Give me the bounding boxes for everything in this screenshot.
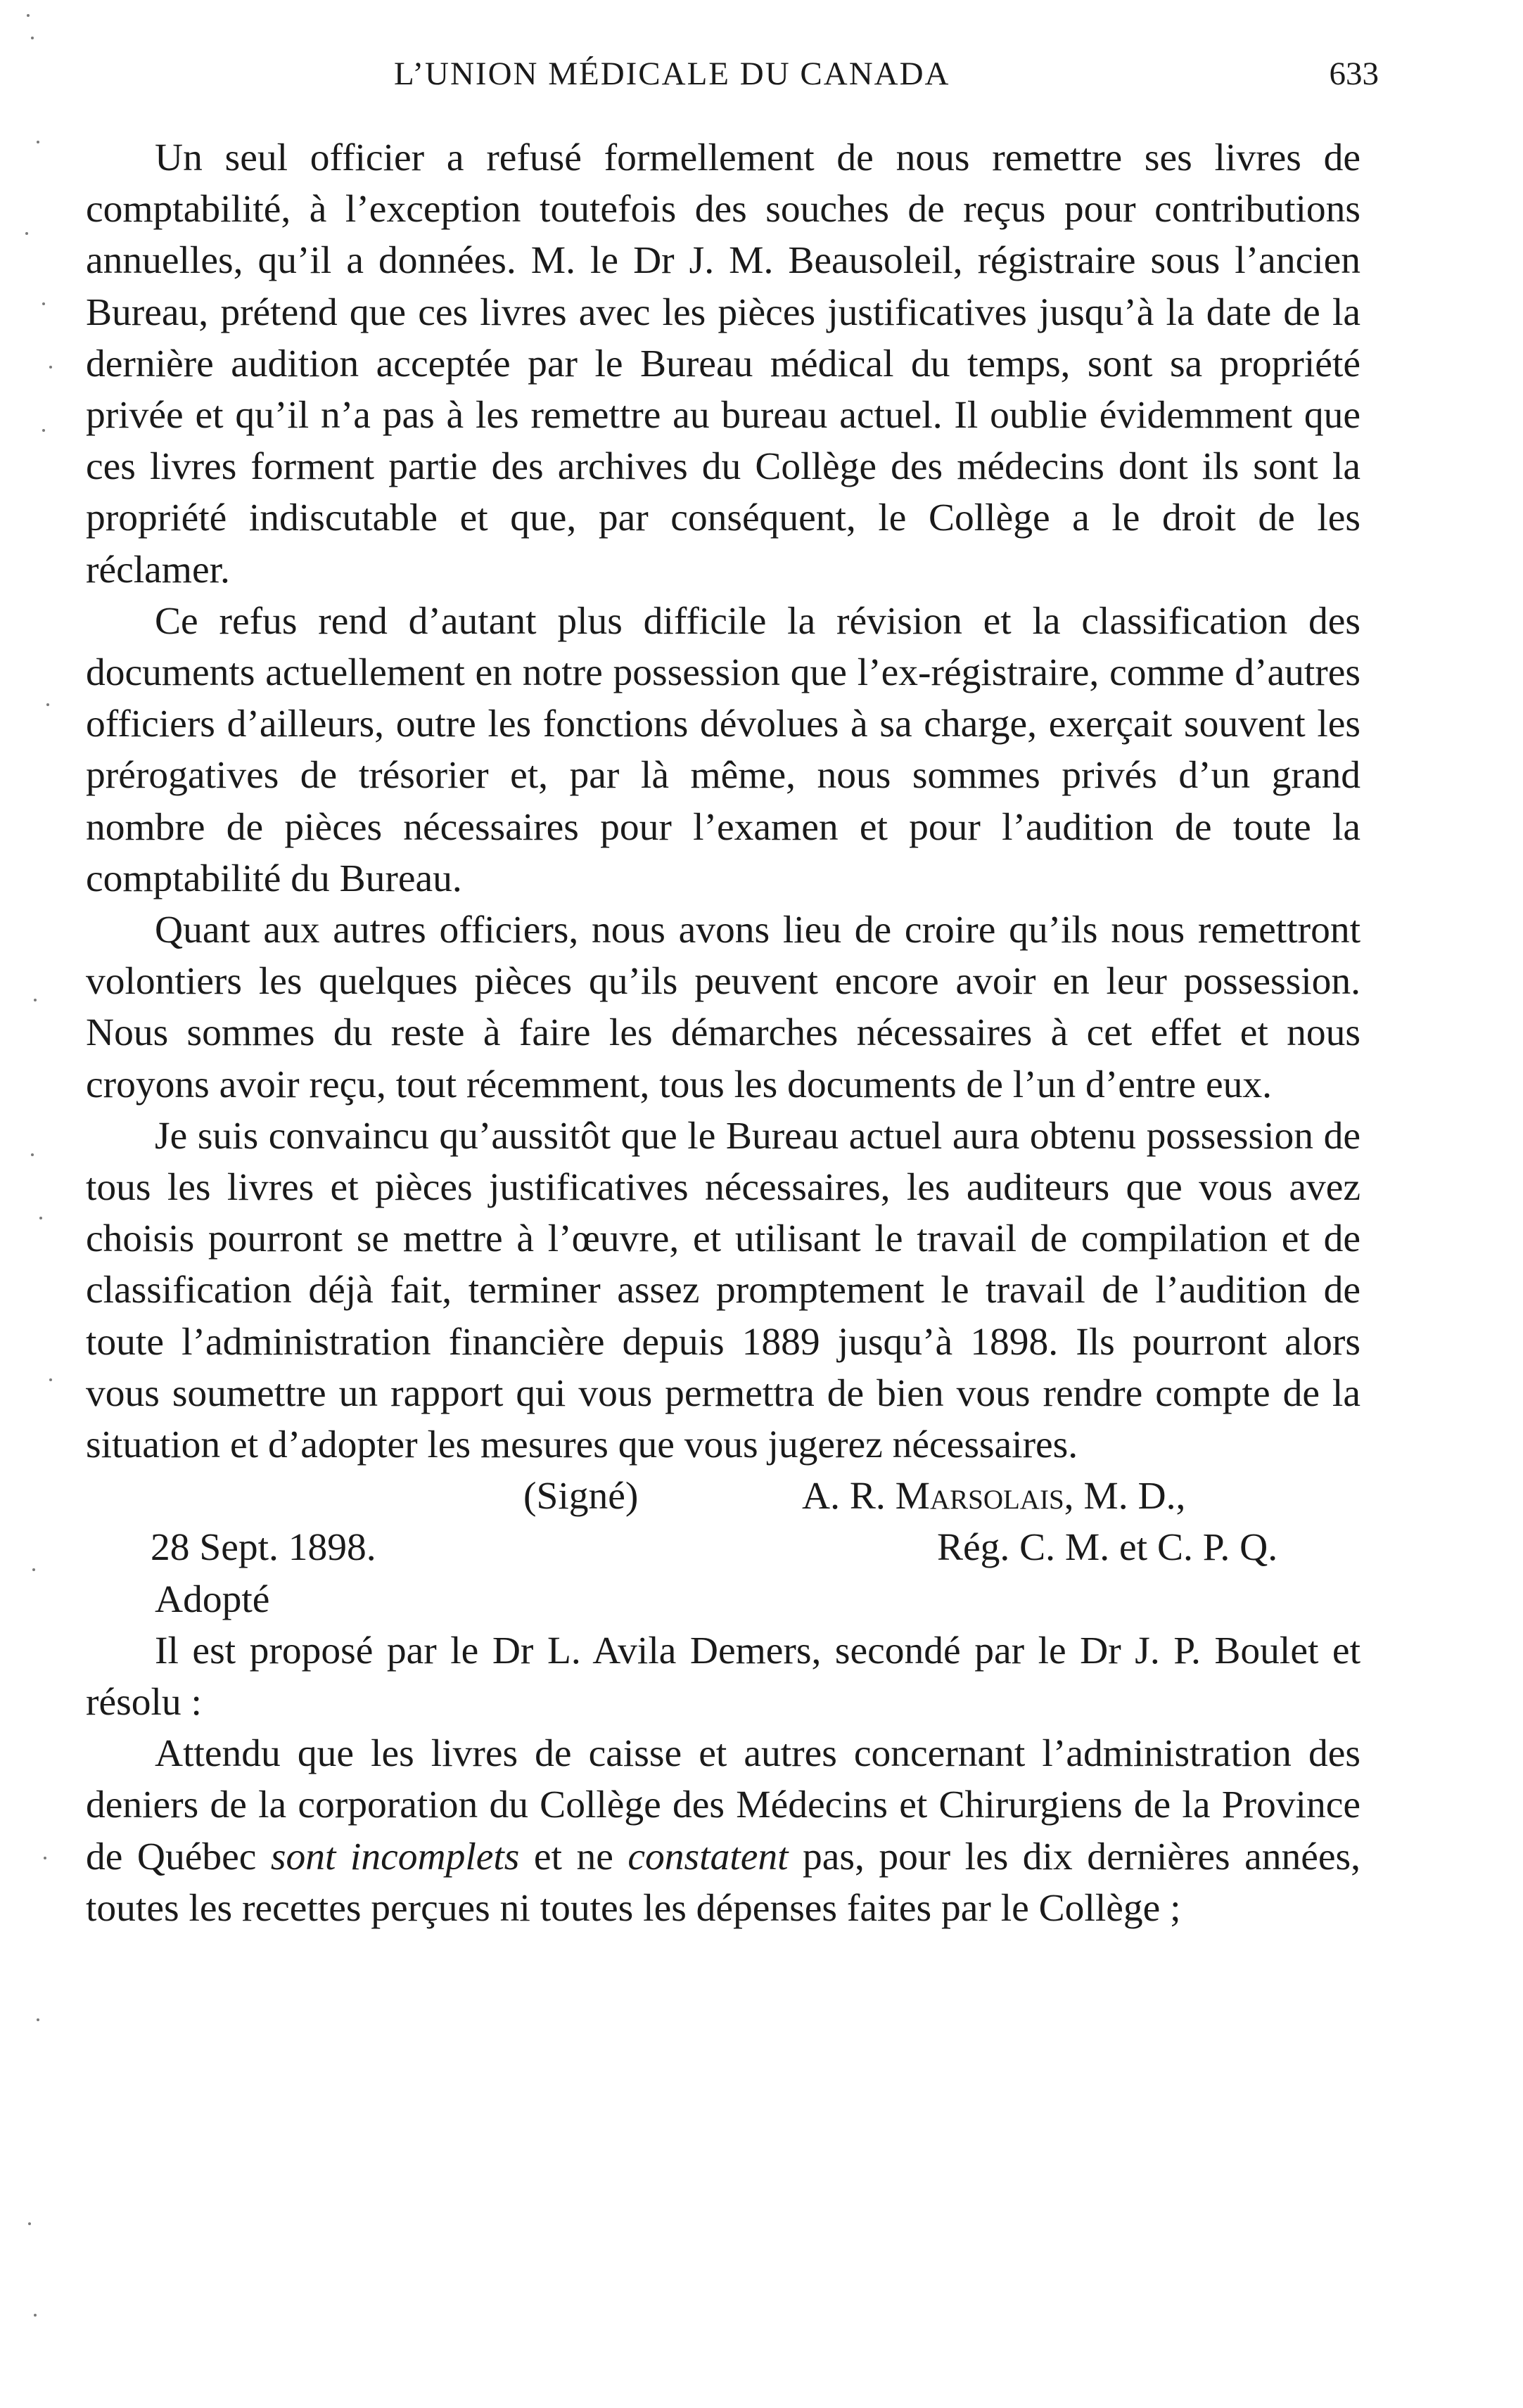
resolution-italic: sont incomplets (270, 1835, 520, 1878)
journal-title: L’UNION MÉDICALE DU CANADA (394, 56, 950, 92)
resolution-part2: et ne (533, 1835, 613, 1878)
signature-title: Rég. C. M. et C. P. Q. (937, 1526, 1278, 1570)
signature-line (86, 1471, 1360, 1522)
margin-scan-specks (0, 0, 63, 2408)
adopte-label: Adopté (155, 1577, 270, 1621)
paragraph-3: Quant aux autres officiers, nous avons lieu de croire qu’ils nous remettront volontiers les quelques pièces qu’ils peuvent encore avoir en leur possession. Nous sommes du reste à faire les démarches nécessaires à cet effet et nous croyons avoir reçu, tout récemment, tous les documents de l’un d’entre eux. (86, 909, 1360, 1106)
resolution-part1: Attendu que les livres de caisse et autres concernant l’administration des deniers de la corporation du Collège des Médecins et Chirurgiens de la Province de Québec (86, 1732, 1360, 1878)
running-head (394, 55, 1379, 104)
resolution-italic2: constatent (627, 1835, 789, 1878)
paragraph-4: Je suis convaincu qu’aussitôt que le Bureau actuel aura obtenu possession de tous les livres et pièces justificatives nécessaires, les auditeurs que vous avez choisis pourront se mettre à l’œuvre, et utilisant le travail de compilation et de classification déjà fait, terminer assez promptement le travail de l’audition de toute l’administration financière depuis 1889 jusqu’à 1898. Ils pourront alors vous soumettre un rapport qui vous permettra de bien vous rendre compte de la situation et d’adopter les mesures que vous jugerez nécessaires. (86, 1114, 1360, 1467)
signature-date: 28 Sept. 1898. (151, 1526, 376, 1570)
signature-name: A. R. Marsolais, M. D., (802, 1475, 1186, 1518)
paragraph-1: Un seul officier a refusé formellement de nous remettre ses livres de comptabilité, à l’exception toutefois des souches de reçus pour contributions annuelles, qu’il a données. M. le Dr J. M. Beausoleil, régistraire sous l’ancien Bureau, prétend que ces livres avec les pièces justificatives jusqu’à la date de la dernière audition acceptée par le Bureau médical du temps, sont sa propriété privée et qu’il n’a pas à les remettre au bureau actuel. Il oublie évidemment que ces livres forment partie des archives du Collège des médecins dont ils sont la propriété indiscutable et que, par conséquent, le Collège a le droit de les réclamer. (86, 136, 1360, 591)
resolution-intro: Il est proposé par le Dr L. Avila Demers, secondé par le Dr J. P. Boulet et résolu : (86, 1629, 1360, 1724)
resolution-part3: pas, pour les dix dernières années, toutes les recettes perçues ni toutes les dépenses faites par le Collège ; (86, 1835, 1361, 1930)
signature-date-line (86, 1522, 1360, 1573)
paragraph-2: Ce refus rend d’autant plus difficile la révision et la classification des documents actuellement en notre possession que l’ex-régistraire, comme d’autres officiers d’ailleurs, outre les fonctions dévolues à sa charge, exerçait souvent les prérogatives de trésorier et, par là même, nous sommes privés d’un grand nombre de pièces nécessaires pour l’examen et pour l’audition de toute la comptabilité du Bureau. (86, 599, 1360, 900)
page-number: 633 (1329, 56, 1379, 92)
signature-signe: (Signé) (523, 1475, 639, 1518)
body-text (86, 132, 1360, 1934)
resolution-paragraph (86, 1728, 1360, 1934)
